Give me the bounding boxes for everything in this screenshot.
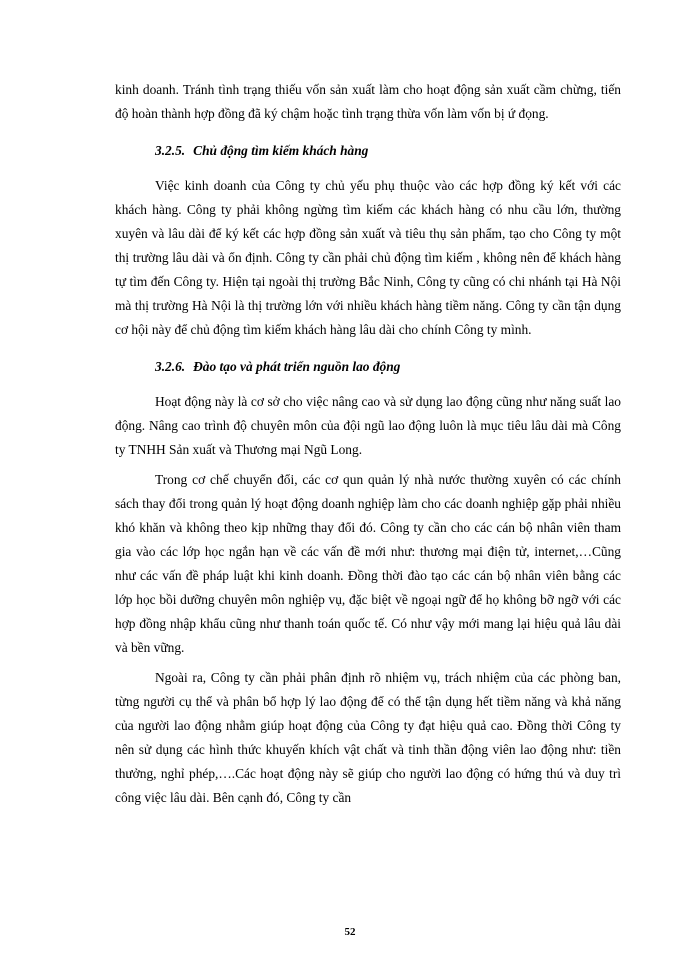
- paragraph-training-1: Hoạt động này là cơ sở cho việc nâng cao và sử dụng lao động cũng như năng suất lao động. Nâng cao trình độ chuyên môn của đội ngũ lao động luôn là mục tiêu lâu dài mà Công ty TNHH Sản xuất và Thương mại Ngũ Long.: [115, 394, 621, 457]
- section-heading-3-2-5: [155, 140, 621, 162]
- paragraph-customers: Việc kinh doanh của Công ty chủ yếu phụ thuộc vào các hợp đồng ký kết với các khách hàng. Công ty phải không ngừng tìm kiếm các khách hàng có nhu cầu lớn, thường xuyên và lâu dài để ký kết các hợp đồng sản xuất và tiêu thụ sản phẩm, tạo cho Công ty một thị trường lâu dài và ổn định. Công ty cần phải chủ động tìm kiếm , không nên để khách hàng tự tìm đến Công ty. Hiện tại ngoài thị trường Bắc Ninh, Công ty cũng có chi nhánh tại Hà Nội mà thị trường Hà Nội là thị trường lớn với nhiều khách hàng tiềm năng. Công ty cần tận dụng cơ hội này để chủ động tìm kiếm khách hàng lâu dài cho chính Công ty mình.: [115, 178, 621, 337]
- section-number: 3.2.5.: [155, 143, 186, 158]
- paragraph-training-2: Trong cơ chế chuyển đổi, các cơ qun quản lý nhà nước thường xuyên có các chính sách thay đổi trong quản lý hoạt động doanh nghiệp làm cho các doanh nghiệp gặp phải nhiều khó khăn và không theo kịp những thay đổi đó. Công ty cần cho các cán bộ nhân viên tham gia vào các lớp học ngắn hạn về các vấn đề mới như: thương mại điện tử, internet,…Cũng như các vấn đề pháp luật khi kinh doanh. Đồng thời đào tạo các cán bộ nhân viên bằng các lớp học bồi dưỡng chuyên môn nghiệp vụ, đặc biệt về ngoại ngữ để họ không bỡ ngỡ với các hợp đồng nhập khẩu cũng như thanh toán quốc tế. Có như vậy mới mang lại hiệu quả lâu dài và bền vững.: [115, 472, 621, 655]
- section-title: Đào tạo và phát triển nguồn lao động: [193, 359, 401, 374]
- page-number: 52: [344, 926, 356, 938]
- section-title: Chủ động tìm kiếm khách hàng: [193, 143, 369, 158]
- paragraph-intro: kinh doanh. Tránh tình trạng thiếu vốn sản xuất làm cho hoạt động sản xuất cầm chừng, tiến độ hoàn thành hợp đồng đã ký chậm hoặc tình trạng thừa vốn làm vốn bị ứ đọng.: [115, 82, 621, 121]
- section-number: 3.2.6.: [155, 359, 186, 374]
- section-heading-3-2-6: [155, 356, 621, 378]
- document-body: [115, 78, 621, 812]
- paragraph-training-3: Ngoài ra, Công ty cần phải phân định rõ nhiệm vụ, trách nhiệm của các phòng ban, từng người cụ thể và phân bổ hợp lý lao động để có thể tận dụng hết tiềm năng và khả năng của người lao động nhằm giúp hoạt động của Công ty đạt hiệu quả cao. Đồng thời Công ty nên sử dụng các hình thức khuyến khích vật chất và tinh thần động viên lao động như: tiền thưởng, nghỉ phép,….Các hoạt động này sẽ giúp cho người lao động có hứng thú và duy trì công việc lâu dài. Bên cạnh đó, Công ty cần: [115, 670, 621, 805]
